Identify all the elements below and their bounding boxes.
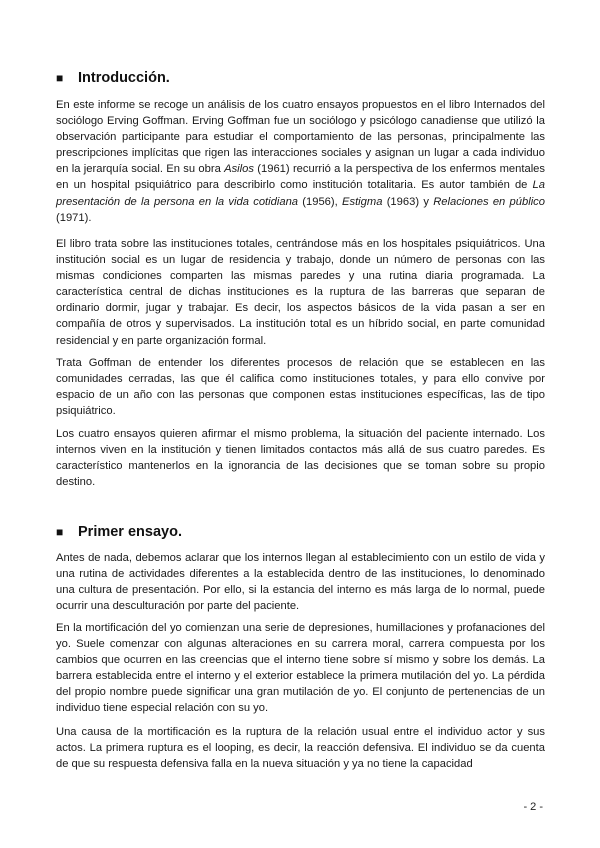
paragraph-intro-4: Los cuatro ensayos quieren afirmar el mismo problema, la situación del paciente internado. Los internos viven en la institución y tienen limitados contactos más allá de sus cuatro paredes. Es característico mantenerlos en la ignorancia de las decisiones que se toman sobre su propio destino. — [56, 428, 545, 489]
bullet-icon: ■ — [56, 525, 64, 539]
paragraph-ensayo-1: Antes de nada, debemos aclarar que los internos llegan al establecimiento con un estilo de vida y una rutina de actividades diferentes a la establecida dentro de las instituciones, lo denominado una cultura de presentación. Por ello, si la estancia del interno es más larga de lo normal, puede ocurrir una desculturación por parte del paciente. — [56, 552, 545, 613]
section-heading-introduccion — [56, 70, 170, 86]
paragraph-ensayo-3: Una causa de la mortificación es la ruptura de la relación usual entre el individuo actor y sus actos. La primera ruptura es el looping, es decir, la reacción defensiva. El individuo se da cuenta de que su respuesta defensiva falla en la nueva situación y ya no tiene la capacidad — [56, 726, 545, 771]
paragraph-intro-2: El libro trata sobre las instituciones totales, centrándose más en los hospitales psiquiátricos. Una institución social es un lugar de residencia y trabajo, donde un número de personas con las mismas condiciones comparten las mismas paredes y una rutina diaria programada. La característica central de dichas instituciones es la ruptura de las barreras que separan de ordinario dormir, jugar y trabajar. Es decir, los aspectos básicos de la vida pasan a ser en compañía de otros y supervisados. La institución total es un híbrido social, en parte comunidad residencial y en parte organización formal. — [56, 238, 545, 347]
bullet-icon: ■ — [56, 71, 64, 85]
page-number: - 2 - — [523, 801, 543, 813]
section-title: Introducción. — [78, 70, 170, 86]
section-title: Primer ensayo. — [78, 524, 182, 540]
paragraph-intro-3: Trata Goffman de entender los diferentes procesos de relación que se establecen en las comunidades cerradas, las que él califica como instituciones totales, y para ello convive por espacio de un año con las personas que componen estas instituciones específicas, las de tipo psiquiátrico. — [56, 357, 545, 418]
paragraph-ensayo-2: En la mortificación del yo comienzan una serie de depresiones, humillaciones y profanaciones del yo. Suele comenzar con algunas alteraciones en su carrera moral, carrera compuesta por los cambios que ocurren en las creencias que el interno tiene sobre sí mismo y sobre los demás. La barrera establecida entre el interno y el exterior establece la primera mutilación del yo. La pérdida del propio nombre puede significar una gran mutilación de yo. El conjunto de pertenencias de un individuo tiene especial relación con su yo. — [56, 622, 545, 715]
section-heading-primer-ensayo — [56, 524, 182, 540]
paragraph-intro-1: En este informe se recoge un análisis de los cuatro ensayos propuestos en el libro Internados del sociólogo Erving Goffman. Erving Goffman fue un sociólogo y psicólogo canadiense que utilizó la observación participante para estudiar el comportamiento de las personas, principalmente las prescripciones implícitas que rigen las interacciones sociales y asignan un lugar a cada individuo en la jerarquía social. En su obra Asilos (1961) recurrió a la perspectiva de los enfermos mentales en un hospital psiquiátrico para describirlo como institución totalitaria. Es autor también de La presentación de la persona en la vida cotidiana (1956), Estigma (1963) y Relaciones en público (1971). — [56, 99, 545, 224]
